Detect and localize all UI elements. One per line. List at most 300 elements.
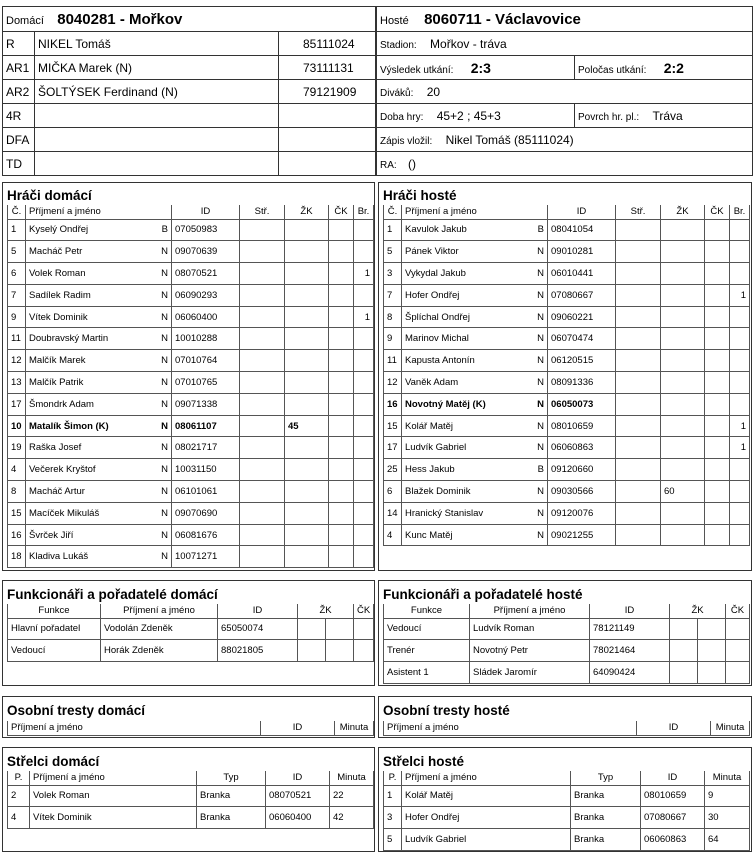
player-yellow-card	[285, 393, 329, 415]
player-id: 06090293	[172, 284, 240, 306]
col-br-header: Br.	[354, 205, 374, 219]
player-number: 9	[384, 328, 402, 350]
spectators-label: Diváků:	[380, 87, 414, 99]
scorer-id: 06060863	[641, 829, 705, 851]
halftime-value: 2:2	[663, 59, 684, 76]
player-flag: N	[158, 415, 172, 437]
staff-red-card	[354, 640, 374, 662]
player-name: Kyselý Ondřej	[26, 219, 158, 241]
player-name: Kladiva Lukáš	[26, 546, 158, 568]
player-id: 10010288	[172, 328, 240, 350]
player-goals	[240, 415, 285, 437]
player-yellow-card	[661, 524, 705, 546]
staff-red-card	[726, 662, 750, 684]
player-flag: N	[158, 459, 172, 481]
official-row	[3, 80, 376, 104]
player-goals	[240, 481, 285, 503]
player-number: 17	[384, 437, 402, 459]
away-scorers-table	[383, 771, 750, 851]
player-row	[8, 524, 374, 546]
player-name: Macháč Artur	[26, 481, 158, 503]
player-name: Hofer Ondřej	[402, 284, 534, 306]
official-row	[3, 152, 376, 176]
player-id: 08091336	[548, 372, 616, 394]
player-number: 16	[8, 524, 26, 546]
player-goals	[240, 328, 285, 350]
official-id: 85111024	[279, 32, 376, 56]
player-flag: N	[158, 372, 172, 394]
result-value: 2:3	[470, 59, 491, 76]
staff-name: Horák Zdeněk	[101, 640, 218, 662]
player-number: 11	[384, 350, 402, 372]
player-red-card	[705, 219, 730, 241]
player-number: 9	[8, 306, 26, 328]
official-role: R	[3, 32, 35, 56]
home-team-label: Domácí	[6, 14, 44, 27]
player-id: 09120660	[548, 459, 616, 481]
player-name: Vaněk Adam	[402, 372, 534, 394]
staff-yellow-card	[670, 640, 698, 662]
player-id: 09021255	[548, 524, 616, 546]
player-goals	[616, 524, 661, 546]
player-red-card	[329, 284, 354, 306]
player-yellow-card	[661, 241, 705, 263]
player-red-card	[705, 481, 730, 503]
player-scored	[730, 524, 750, 546]
player-yellow-card	[285, 328, 329, 350]
player-scored	[354, 437, 374, 459]
player-red-card	[705, 372, 730, 394]
player-scored	[730, 372, 750, 394]
player-goals	[240, 219, 285, 241]
player-yellow-card	[285, 306, 329, 328]
match-info-table	[376, 6, 753, 176]
official-row	[3, 104, 376, 128]
player-red-card	[705, 415, 730, 437]
player-name: Doubravský Martin	[26, 328, 158, 350]
col-zk-header: ŽK	[670, 604, 726, 618]
player-number: 15	[384, 415, 402, 437]
player-goals	[616, 219, 661, 241]
player-goals	[616, 459, 661, 481]
player-row	[384, 350, 750, 372]
player-scored: 1	[354, 263, 374, 285]
home-staff-table	[7, 604, 374, 662]
player-flag: N	[534, 241, 548, 263]
player-name: Kunc Matěj	[402, 524, 534, 546]
surface-cell	[575, 104, 753, 128]
player-number: 8	[8, 481, 26, 503]
staff-yellow-card	[298, 618, 326, 640]
home-staff-title: Funkcionáři a pořadatelé domácí	[7, 587, 218, 602]
player-row	[8, 306, 374, 328]
player-row	[384, 263, 750, 285]
player-goals	[616, 437, 661, 459]
player-goals	[240, 350, 285, 372]
staff-yellow-card	[670, 618, 698, 640]
home-players-table	[7, 205, 374, 568]
col-role-header: Funkce	[384, 604, 470, 618]
player-row	[8, 481, 374, 503]
stadium-cell	[377, 32, 753, 56]
scorer-minute: 42	[330, 807, 374, 829]
player-scored	[354, 546, 374, 568]
player-flag: N	[534, 328, 548, 350]
player-red-card	[329, 481, 354, 503]
staff-role: Asistent 1	[384, 662, 470, 684]
col-name-header: Příjmení a jméno	[30, 771, 197, 785]
player-name: Raška Josef	[26, 437, 158, 459]
official-id	[279, 152, 376, 176]
player-name: Malčík Patrik	[26, 372, 158, 394]
player-flag: N	[534, 481, 548, 503]
scorer-type: Branka	[571, 829, 641, 851]
player-name: Malčík Marek	[26, 350, 158, 372]
player-id: 08041054	[548, 219, 616, 241]
recorder-label: Zápis vložil:	[380, 135, 433, 147]
staff-yellow-card-extra	[698, 618, 726, 640]
player-yellow-card	[661, 393, 705, 415]
player-flag: B	[534, 459, 548, 481]
player-row	[384, 481, 750, 503]
player-id: 09120076	[548, 502, 616, 524]
player-yellow-card	[285, 481, 329, 503]
player-red-card	[705, 241, 730, 263]
player-scored	[354, 219, 374, 241]
player-red-card	[329, 524, 354, 546]
player-scored	[354, 524, 374, 546]
player-id: 07010765	[172, 372, 240, 394]
player-row	[8, 502, 374, 524]
col-minute-header: Minuta	[335, 721, 374, 735]
player-number: 5	[384, 241, 402, 263]
player-yellow-card	[285, 350, 329, 372]
player-flag: B	[158, 219, 172, 241]
official-name	[35, 152, 279, 176]
player-yellow-card	[285, 459, 329, 481]
player-number: 15	[8, 502, 26, 524]
player-yellow-card	[661, 415, 705, 437]
official-name: ŠOLTÝSEK Ferdinand (N)	[35, 80, 279, 104]
col-num-header: Č.	[8, 205, 26, 219]
player-goals	[616, 241, 661, 263]
player-goals	[240, 502, 285, 524]
player-scored	[730, 219, 750, 241]
player-id: 09070639	[172, 241, 240, 263]
player-id: 08061107	[172, 415, 240, 437]
player-number: 25	[384, 459, 402, 481]
col-p-header: P.	[8, 771, 30, 785]
player-id: 08021717	[172, 437, 240, 459]
scorer-id: 06060400	[266, 807, 330, 829]
player-flag: N	[534, 415, 548, 437]
away-team-label: Hosté	[380, 14, 409, 27]
player-red-card	[705, 459, 730, 481]
player-row	[8, 459, 374, 481]
col-p-header: P.	[384, 771, 402, 785]
player-name: Sadílek Radim	[26, 284, 158, 306]
scorer-id: 07080667	[641, 807, 705, 829]
player-red-card	[329, 350, 354, 372]
player-red-card	[329, 372, 354, 394]
scorer-name: Hofer Ondřej	[402, 807, 571, 829]
player-yellow-card	[285, 219, 329, 241]
player-id: 08070521	[172, 263, 240, 285]
player-scored	[730, 350, 750, 372]
col-type-header: Typ	[571, 771, 641, 785]
player-number: 6	[8, 263, 26, 285]
home-penalties-title: Osobní tresty domácí	[7, 703, 146, 718]
staff-row	[384, 618, 750, 640]
player-number: 10	[8, 415, 26, 437]
player-number: 14	[384, 502, 402, 524]
player-yellow-card	[285, 263, 329, 285]
col-ck-header: ČK	[329, 205, 354, 219]
player-yellow-card	[285, 241, 329, 263]
player-flag: N	[158, 502, 172, 524]
player-row	[8, 437, 374, 459]
away-penalties-title: Osobní tresty hosté	[383, 703, 510, 718]
player-row	[384, 219, 750, 241]
stadium-label: Stadion:	[380, 39, 417, 51]
staff-yellow-card	[670, 662, 698, 684]
player-row	[384, 459, 750, 481]
player-yellow-card	[285, 524, 329, 546]
home-players-title: Hráči domácí	[7, 188, 92, 203]
player-goals	[240, 459, 285, 481]
player-scored	[354, 284, 374, 306]
player-name: Švrček Jiří	[26, 524, 158, 546]
staff-row	[8, 618, 374, 640]
scorer-row	[384, 785, 750, 807]
player-goals	[616, 350, 661, 372]
player-goals	[616, 415, 661, 437]
staff-yellow-card-extra	[326, 640, 354, 662]
player-scored: 1	[730, 437, 750, 459]
player-flag: N	[534, 393, 548, 415]
player-red-card	[705, 502, 730, 524]
player-flag: N	[534, 524, 548, 546]
player-goals	[240, 437, 285, 459]
col-ck-header: ČK	[705, 205, 730, 219]
player-scored	[354, 393, 374, 415]
staff-role: Hlavní pořadatel	[8, 618, 101, 640]
staff-name: Ludvík Roman	[470, 618, 590, 640]
duration-value: 45+2 ; 45+3	[436, 108, 501, 123]
spectators-value: 20	[426, 84, 441, 99]
scorer-order: 1	[384, 785, 402, 807]
home-scorers-table	[7, 771, 374, 829]
player-red-card	[705, 437, 730, 459]
player-name: Večerek Kryštof	[26, 459, 158, 481]
player-name: Blažek Dominik	[402, 481, 534, 503]
stadium-value: Mořkov - tráva	[430, 36, 507, 51]
player-yellow-card	[661, 328, 705, 350]
player-row	[8, 393, 374, 415]
player-flag: N	[534, 350, 548, 372]
away-players-title: Hráči hosté	[383, 188, 457, 203]
official-row	[3, 56, 376, 80]
player-id: 09030566	[548, 481, 616, 503]
player-scored	[730, 393, 750, 415]
player-number: 4	[384, 524, 402, 546]
staff-yellow-card-extra	[698, 640, 726, 662]
player-scored: 1	[730, 415, 750, 437]
player-scored	[730, 502, 750, 524]
col-name-header: Příjmení a jméno	[470, 604, 590, 618]
official-id	[279, 128, 376, 152]
player-red-card	[329, 393, 354, 415]
player-id: 06060400	[172, 306, 240, 328]
player-id: 07080667	[548, 284, 616, 306]
official-name: MIČKA Marek (N)	[35, 56, 279, 80]
result-label: Výsledek utkání:	[380, 64, 454, 76]
player-number: 11	[8, 328, 26, 350]
official-name	[35, 104, 279, 128]
home-scorers-title: Střelci domácí	[7, 754, 100, 769]
col-zk-header: ŽK	[285, 205, 329, 219]
player-scored	[354, 372, 374, 394]
player-scored: 1	[354, 306, 374, 328]
player-goals	[240, 284, 285, 306]
scorer-minute: 9	[705, 785, 750, 807]
player-flag: N	[158, 306, 172, 328]
player-name: Macháč Petr	[26, 241, 158, 263]
player-red-card	[329, 415, 354, 437]
player-id: 06120515	[548, 350, 616, 372]
away-scorers-title: Střelci hosté	[383, 754, 465, 769]
player-flag: N	[158, 393, 172, 415]
col-str-header: Stř.	[240, 205, 285, 219]
player-yellow-card	[285, 546, 329, 568]
player-id: 07010764	[172, 350, 240, 372]
player-name: Marinov Michal	[402, 328, 534, 350]
player-id: 10031150	[172, 459, 240, 481]
away-staff-table	[383, 604, 750, 684]
scorer-minute: 64	[705, 829, 750, 851]
col-num-header: Č.	[384, 205, 402, 219]
player-red-card	[329, 306, 354, 328]
scorer-type: Branka	[197, 785, 266, 807]
player-goals	[616, 393, 661, 415]
staff-row	[8, 640, 374, 662]
player-yellow-card: 45	[285, 415, 329, 437]
player-name: Kolář Matěj	[402, 415, 534, 437]
official-name: NIKEL Tomáš	[35, 32, 279, 56]
player-name: Ludvík Gabriel	[402, 437, 534, 459]
player-red-card	[705, 284, 730, 306]
official-role: TD	[3, 152, 35, 176]
player-flag: N	[534, 306, 548, 328]
player-flag: N	[534, 437, 548, 459]
scorer-order: 5	[384, 829, 402, 851]
staff-red-card	[726, 640, 750, 662]
player-row	[384, 502, 750, 524]
player-scored	[354, 328, 374, 350]
col-name-header: Příjmení a jméno	[402, 771, 571, 785]
staff-role: Vedoucí	[8, 640, 101, 662]
player-red-card	[705, 263, 730, 285]
player-red-card	[705, 306, 730, 328]
official-role: DFA	[3, 128, 35, 152]
staff-yellow-card-extra	[698, 662, 726, 684]
surface-label: Povrch hr. pl.:	[578, 111, 640, 123]
scorer-type: Branka	[571, 785, 641, 807]
player-number: 3	[384, 263, 402, 285]
scorer-row	[384, 807, 750, 829]
player-yellow-card	[661, 284, 705, 306]
recorder-cell	[377, 128, 753, 152]
staff-id: 78021464	[590, 640, 670, 662]
player-scored	[354, 502, 374, 524]
player-red-card	[705, 524, 730, 546]
player-scored	[354, 459, 374, 481]
scorer-name: Vítek Dominik	[30, 807, 197, 829]
player-flag: N	[534, 502, 548, 524]
player-row	[384, 328, 750, 350]
official-row	[3, 128, 376, 152]
player-goals	[240, 372, 285, 394]
player-goals	[240, 393, 285, 415]
player-red-card	[329, 219, 354, 241]
official-id: 73111131	[279, 56, 376, 80]
staff-role: Trenér	[384, 640, 470, 662]
player-red-card	[329, 241, 354, 263]
ra-cell	[377, 152, 753, 176]
player-number: 8	[384, 306, 402, 328]
staff-role: Vedoucí	[384, 618, 470, 640]
player-scored	[354, 350, 374, 372]
player-name: Kavulok Jakub	[402, 219, 534, 241]
player-id: 06010441	[548, 263, 616, 285]
player-red-card	[329, 459, 354, 481]
halftime-label: Poločas utkání:	[578, 64, 647, 76]
official-role: 4R	[3, 104, 35, 128]
duration-label: Doba hry:	[380, 111, 424, 123]
col-id-header: ID	[172, 205, 240, 219]
col-minute-header: Minuta	[711, 721, 750, 735]
player-id: 08010659	[548, 415, 616, 437]
scorer-minute: 30	[705, 807, 750, 829]
player-scored	[354, 481, 374, 503]
col-ck-header: ČK	[354, 604, 374, 618]
recorder-value: Nikel Tomáš (85111024)	[445, 132, 574, 147]
scorer-order: 3	[384, 807, 402, 829]
player-goals	[240, 524, 285, 546]
staff-row	[384, 640, 750, 662]
staff-id: 88021805	[218, 640, 298, 662]
staff-name: Vodolán Zdeněk	[101, 618, 218, 640]
official-id: 79121909	[279, 80, 376, 104]
duration-cell	[377, 104, 575, 128]
player-flag: N	[158, 350, 172, 372]
player-id: 09060221	[548, 306, 616, 328]
player-number: 6	[384, 481, 402, 503]
scorer-row	[384, 829, 750, 851]
staff-name: Sládek Jaromír	[470, 662, 590, 684]
col-str-header: Stř.	[616, 205, 661, 219]
spectators-cell	[377, 80, 753, 104]
player-yellow-card	[285, 437, 329, 459]
official-row	[3, 32, 376, 56]
scorer-order: 2	[8, 785, 30, 807]
player-row	[8, 328, 374, 350]
player-row	[8, 241, 374, 263]
player-red-card	[329, 437, 354, 459]
player-goals	[616, 328, 661, 350]
surface-value: Tráva	[652, 108, 683, 123]
col-zk-header: ŽK	[298, 604, 354, 618]
